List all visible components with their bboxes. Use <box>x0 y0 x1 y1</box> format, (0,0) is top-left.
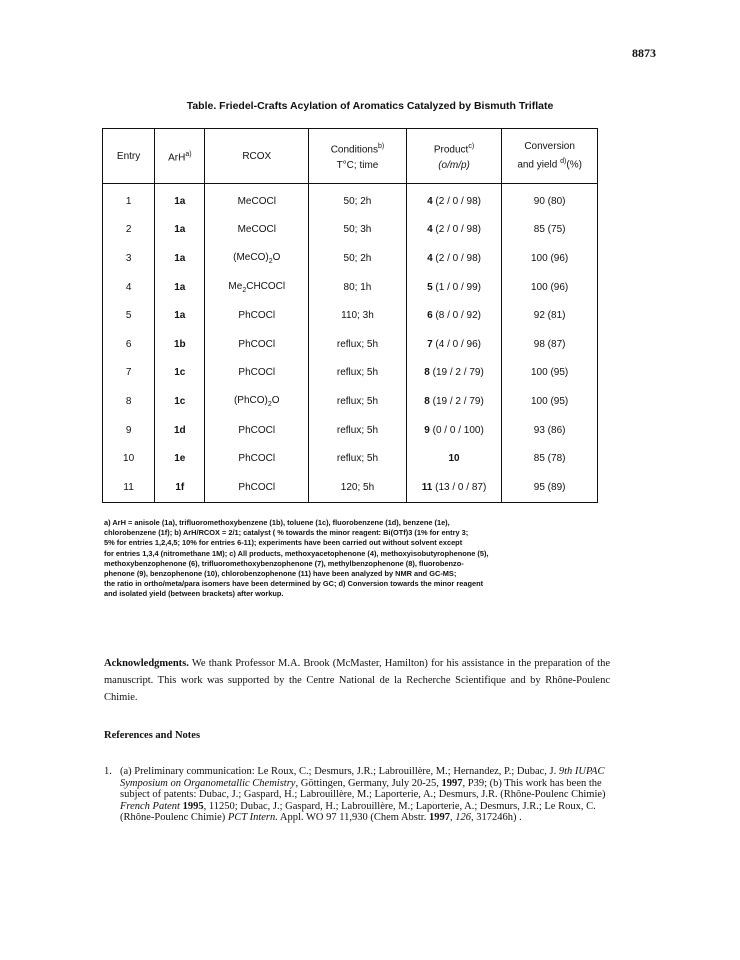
cell-arh: 1a <box>155 273 205 302</box>
cell-conditions: 50; 2h <box>309 244 407 273</box>
header-conversion <box>502 129 598 184</box>
cell-conditions: reflux; 5h <box>309 416 407 445</box>
reference-number: 1. <box>104 766 112 777</box>
header-product-sup: c) <box>468 143 475 151</box>
cell-arh: 1f <box>155 473 205 502</box>
cell-product <box>406 184 501 216</box>
cell-conditions: reflux; 5h <box>309 387 407 416</box>
ref-text: , 11250; Dubac, J.; Gaspard, H.; Labrouillère, M.; Laporterie, A.; Desmurs, J.R.; Le Roux, C. (Rhône-Poulenc Chimie) <box>120 800 596 823</box>
cell-product <box>406 330 501 359</box>
table-title: Table. Friedel-Crafts Acylation of Aromatics Catalyzed by Bismuth Triflate <box>186 100 554 112</box>
product-number: 8 <box>424 395 430 407</box>
cell-conditions: reflux; 5h <box>309 444 407 473</box>
header-conversion-label: Conversion <box>524 141 575 153</box>
cell-entry: 10 <box>103 444 155 473</box>
cell-conversion: 98 (87) <box>502 330 598 359</box>
acknowledgments-label: Acknowledgments. <box>104 658 189 669</box>
cell-product <box>406 216 501 245</box>
references-heading: References and Notes <box>104 730 201 741</box>
header-product-label: Product <box>433 144 469 156</box>
product-number: 8 <box>424 367 430 379</box>
header-conditions-sup: b) <box>377 143 385 151</box>
cell-conditions: reflux; 5h <box>309 330 407 359</box>
ref-bold: 1995 <box>182 800 204 812</box>
ref-text: , P39; (b) This work has been the subject of patents: Dubac, J.; Gaspard, H.; Labrouillère, M.; Laporterie, A.; Desmurs, J.R. (Rhône-Poulenc Chimie) <box>120 777 606 800</box>
cell-entry: 9 <box>103 416 155 445</box>
cell-conversion: 100 (96) <box>502 273 598 302</box>
footnote-line: for entries 1,3,4 (nitromethane 1M); c) All products, methoxyacetophenone (4), methoxyisobutyrophenone (5), <box>104 548 489 558</box>
cell-conditions: 110; 3h <box>309 301 407 330</box>
ref-bold: 1997 <box>428 812 450 823</box>
ref-bold: 1997 <box>441 777 463 789</box>
cell-product <box>406 473 501 502</box>
footnote-line: chlorobenzene (1f); b) ArH/RCOX = 2/1; catalyst ( % towards the minor reagent: Bi(OTf)3 (1% for entry 3; <box>104 528 469 538</box>
cell-rcox: PhCOCl <box>205 330 309 359</box>
cell-entry: 6 <box>103 330 155 359</box>
cell-entry: 3 <box>103 244 155 273</box>
ref-text: , 317246h) . <box>470 812 522 823</box>
acknowledgments <box>104 655 610 706</box>
product-ratio: (4 / 0 / 96) <box>432 338 481 350</box>
header-conversion-line2-a: and yield <box>517 159 558 171</box>
table-row <box>103 301 598 330</box>
cell-rcox: PhCOCl <box>205 473 309 502</box>
rcox-pre: (MeCO) <box>233 251 269 263</box>
product-ratio: (13 / 0 / 87) <box>432 481 487 493</box>
cell-entry: 4 <box>103 273 155 302</box>
product-number: 4 <box>427 252 433 264</box>
product-ratio: (2 / 0 / 98) <box>432 195 481 207</box>
header-conditions-line2: T°C; time <box>336 159 379 171</box>
table-row <box>103 444 598 473</box>
cell-conversion: 95 (89) <box>502 473 598 502</box>
product-ratio: (19 / 2 / 79) <box>429 395 484 407</box>
cell-rcox: MeCOCl <box>205 216 309 245</box>
table-row <box>103 416 598 445</box>
cell-conversion: 85 (75) <box>502 216 598 245</box>
table-row <box>103 359 598 388</box>
header-conditions <box>309 129 407 184</box>
cell-conditions: reflux; 5h <box>309 359 407 388</box>
cell-conditions: 50; 2h <box>309 184 407 216</box>
header-entry <box>103 129 155 184</box>
cell-rcox: PhCOCl <box>205 359 309 388</box>
cell-arh: 1e <box>155 444 205 473</box>
footnote-line: 5% for entries 1,2,4,5; 10% for entries 6-11); experiments have been carried out without solvent except <box>104 538 463 548</box>
cell-conditions: 50; 3h <box>309 216 407 245</box>
ref-italic: 126 <box>455 812 471 823</box>
ref-text: (a) Preliminary communication: Le Roux, C.; Desmurs, J.R.; Labrouillère, M.; Hernandez, P.; Dubac, J. <box>120 766 559 777</box>
cell-arh: 1a <box>155 301 205 330</box>
header-arh <box>155 129 205 184</box>
acknowledgments-text: We thank Professor M.A. Brook (McMaster, Hamilton) for his assistance in the preparation of the manuscript. This work was supported by the Centre National de la Recherche Scientifique and by Rhône-Poulenc Chimie. <box>104 658 610 703</box>
acylation-table <box>102 128 598 503</box>
cell-conditions: 80; 1h <box>309 273 407 302</box>
rcox-sub: 2 <box>242 286 247 294</box>
reference-body <box>120 766 610 824</box>
cell-arh: 1c <box>155 359 205 388</box>
cell-entry: 8 <box>103 387 155 416</box>
cell-rcox: PhCOCl <box>205 416 309 445</box>
header-product <box>406 129 501 184</box>
footnote-line: methoxybenzophenone (6), trifluoromethoxybenzophenone (7), methylbenzophenone (8), fluorobenzo- <box>104 558 464 568</box>
table-footnotes <box>104 518 614 600</box>
cell-arh: 1a <box>155 184 205 216</box>
cell-conditions: 120; 5h <box>309 473 407 502</box>
rcox-post: O <box>272 251 281 263</box>
header-rcox <box>205 129 309 184</box>
cell-arh: 1a <box>155 244 205 273</box>
cell-conversion: 90 (80) <box>502 184 598 216</box>
rcox-sub: 2 <box>268 257 273 265</box>
table-row <box>103 473 598 502</box>
cell-entry: 2 <box>103 216 155 245</box>
acknowledgments-paragraph <box>104 655 610 706</box>
rcox-post: O <box>271 394 280 406</box>
product-number: 5 <box>427 281 433 293</box>
footnote-line: and isolated yield (between brackets) after workup. <box>104 589 284 599</box>
table-row <box>103 184 598 216</box>
header-conditions-label: Conditions <box>330 144 378 156</box>
product-ratio: (2 / 0 / 98) <box>432 252 481 264</box>
cell-entry: 1 <box>103 184 155 216</box>
product-number: 11 <box>421 481 433 493</box>
rcox-post: CHCOCl <box>246 280 286 292</box>
table-row <box>103 330 598 359</box>
product-ratio: (0 / 0 / 100) <box>429 424 484 436</box>
rcox-pre: Me <box>228 280 243 292</box>
cell-product <box>406 273 501 302</box>
cell-conversion: 100 (95) <box>502 359 598 388</box>
header-conversion-line2-b: (%) <box>566 159 582 171</box>
cell-product <box>406 444 501 473</box>
table-row <box>103 387 598 416</box>
header-entry-label: Entry <box>116 150 141 162</box>
product-number: 4 <box>427 224 433 236</box>
header-product-line2: (o/m/p) <box>438 159 470 171</box>
table-container <box>102 128 598 503</box>
table-row <box>103 273 598 302</box>
cell-arh: 1a <box>155 216 205 245</box>
ref-italic: French Patent <box>120 800 180 812</box>
reference-1 <box>104 766 610 824</box>
cell-rcox <box>205 387 309 416</box>
ref-text: , Göttingen, Germany, July 20-25, <box>295 777 442 789</box>
product-number: 9 <box>424 424 430 436</box>
table-row <box>103 244 598 273</box>
cell-arh: 1b <box>155 330 205 359</box>
header-rcox-label: RCOX <box>242 150 272 162</box>
product-ratio: (1 / 0 / 99) <box>432 281 481 293</box>
product-ratio: (19 / 2 / 79) <box>429 367 484 379</box>
product-number: 6 <box>427 310 433 322</box>
cell-product <box>406 244 501 273</box>
cell-conversion: 100 (96) <box>502 244 598 273</box>
cell-rcox: PhCOCl <box>205 301 309 330</box>
header-arh-sup: a) <box>185 150 192 158</box>
cell-rcox <box>205 273 309 302</box>
cell-conversion: 93 (86) <box>502 416 598 445</box>
cell-conversion: 85 (78) <box>502 444 598 473</box>
product-ratio: (8 / 0 / 92) <box>432 310 481 322</box>
cell-rcox: MeCOCl <box>205 184 309 216</box>
ref-italic: 9th IUPAC Symposium on Organometallic Chemistry <box>120 766 605 789</box>
product-number: 4 <box>427 195 433 207</box>
product-ratio: (2 / 0 / 98) <box>432 224 481 236</box>
cell-entry: 5 <box>103 301 155 330</box>
rcox-sub: 2 <box>267 400 272 408</box>
cell-conversion: 92 (81) <box>502 301 598 330</box>
header-arh-label: ArH <box>168 152 186 164</box>
product-number: 7 <box>427 338 433 350</box>
footnote-line: phenone (9), benzophenone (10), chlorobenzophenone (11) have been analyzed by NMR and GC-MS; <box>104 569 457 579</box>
ref-italic: PCT Intern. <box>227 812 278 823</box>
header-conversion-sup: d) <box>560 158 567 166</box>
cell-conversion: 100 (95) <box>502 387 598 416</box>
table-header-row <box>103 129 598 184</box>
cell-product <box>406 359 501 388</box>
table-row <box>103 216 598 245</box>
cell-entry: 7 <box>103 359 155 388</box>
cell-arh: 1d <box>155 416 205 445</box>
cell-product <box>406 387 501 416</box>
cell-arh: 1c <box>155 387 205 416</box>
rcox-pre: (PhCO) <box>233 394 268 406</box>
cell-entry: 11 <box>103 473 155 502</box>
ref-text: Appl. WO 97 11,930 (Chem Abstr. <box>277 812 429 823</box>
cell-rcox <box>205 244 309 273</box>
cell-product <box>406 416 501 445</box>
cell-rcox: PhCOCl <box>205 444 309 473</box>
cell-product <box>406 301 501 330</box>
page-number: 8873 <box>632 46 656 60</box>
ref-text: , <box>449 812 456 823</box>
footnote-line: a) ArH = anisole (1a), trifluoromethoxybenzene (1b), toluene (1c), fluorobenzene (1d), benzene (1e), <box>104 518 450 527</box>
footnote-line: the ratio in ortho/meta/para isomers have been determined by GC; d) Conversion towards the minor reagent <box>104 579 484 589</box>
product-number: 10 <box>448 453 460 465</box>
